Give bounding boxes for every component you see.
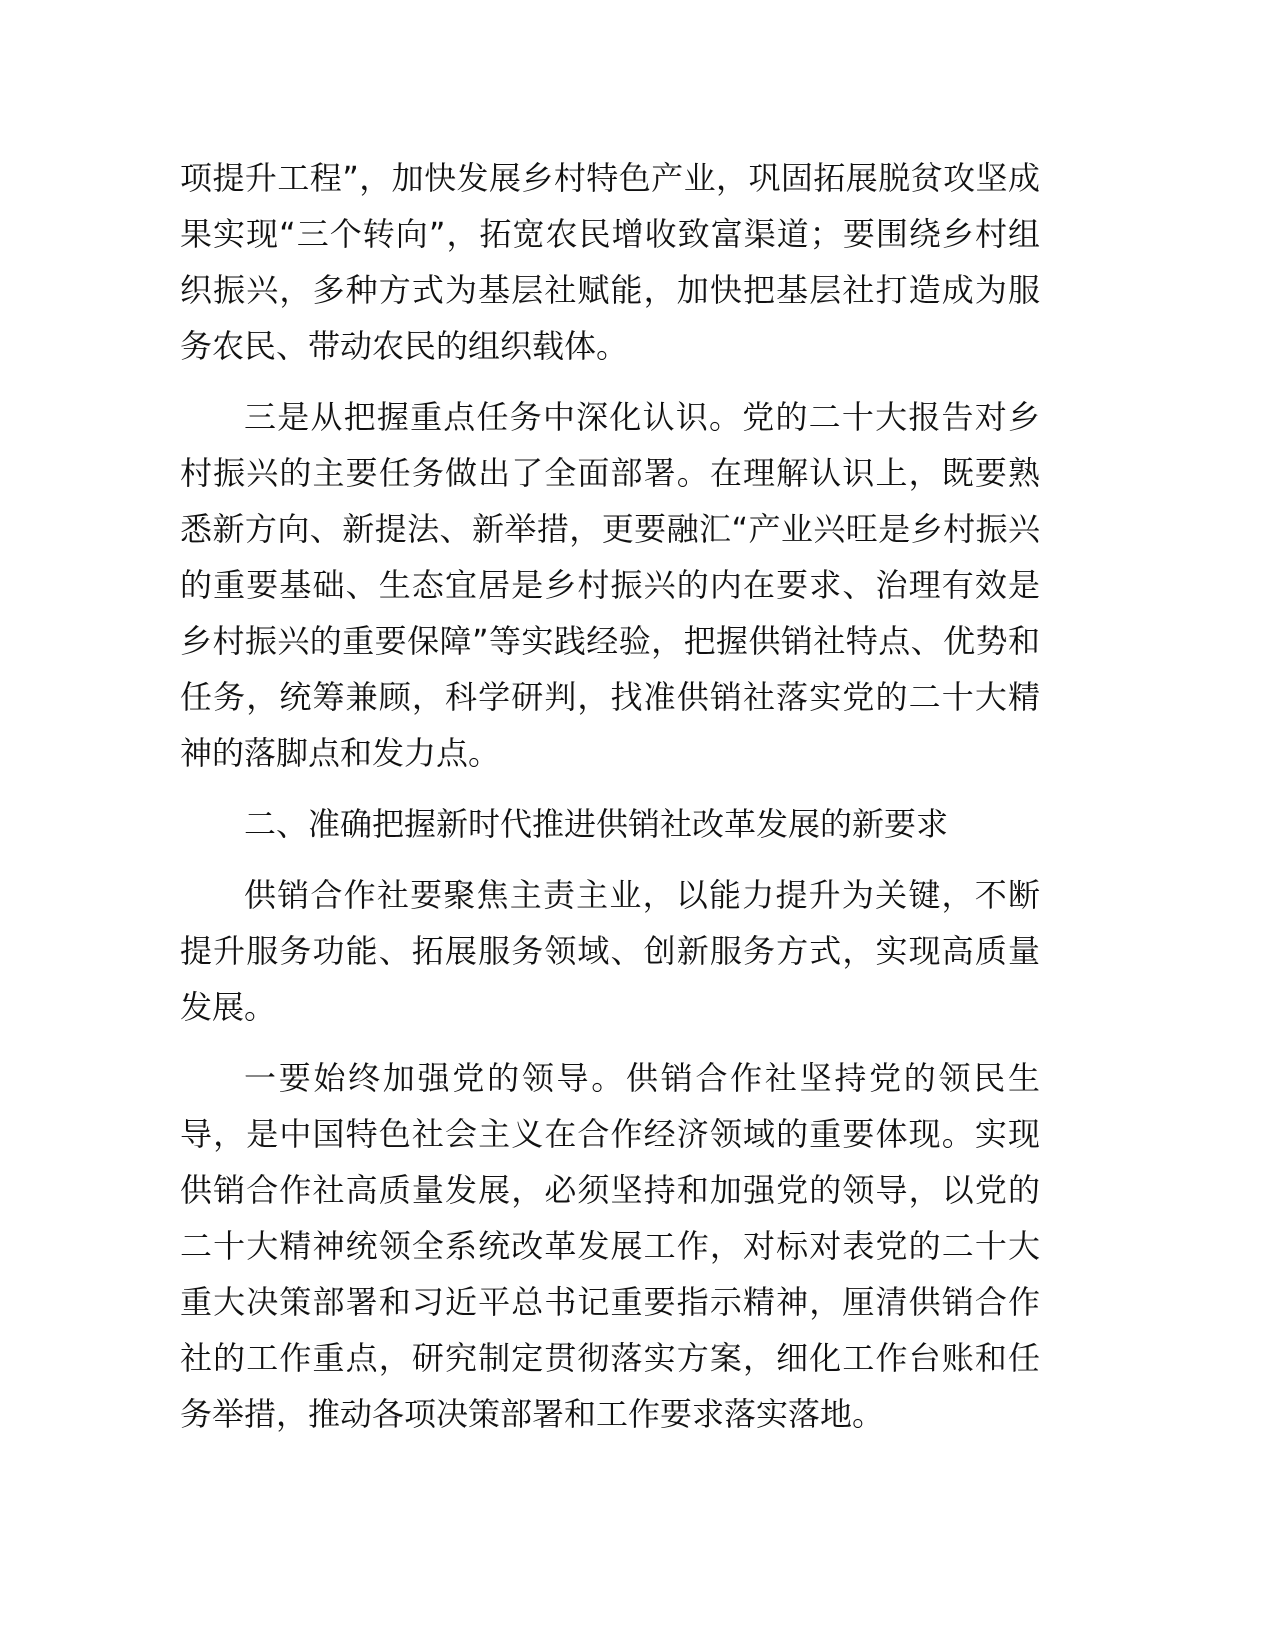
paragraph-section-intro: 供销合作社要聚焦主责主业，以能力提升为关键，不断提升服务功能、拓展服务领域、创新服务方式，实现高质量发展。	[180, 876, 1040, 1026]
paragraph-point-three: 三是从把握重点任务中深化认识。党的二十大报告对乡村振兴的主要任务做出了全面部署。在理解认识上，既要熟悉新方向、新提法、新举措，更要融汇“产业兴旺是乡村振兴的重要基础、生态宜居是乡村振兴的内在要求、治理有效是乡村振兴的重要保障”等实践经验，把握供销社特点、优势和任务，统筹兼顾，科学研判，找准供销社落实党的二十大精神的落脚点和发力点。	[180, 398, 1040, 772]
section-heading-two: 二、准确把握新时代推进供销社改革发展的新要求	[244, 805, 949, 843]
paragraph-continuation: 项提升工程”，加快发展乡村特色产业，巩固拓展脱贫攻坚成果实现“三个转向”，拓宽农民增收致富渠道；要围绕乡村组织振兴，多种方式为基层社赋能，加快把基层社打造成为服务农民、带动农民的组织载体。	[180, 159, 1040, 365]
document-body	[180, 150, 1040, 1457]
paragraph-point-one: 一要始终加强党的领导。供销合作社坚持党的领民生导，是中国特色社会主义在合作经济领域的重要体现。实现供销合作社高质量发展，必须坚持和加强党的领导，以党的二十大精神统领全系统改革发展工作，对标对表党的二十大重大决策部署和习近平总书记重要指示精神，厘清供销合作社的工作重点，研究制定贯彻落实方案，细化工作台账和任务举措，推动各项决策部署和工作要求落实落地。	[180, 1059, 1040, 1433]
